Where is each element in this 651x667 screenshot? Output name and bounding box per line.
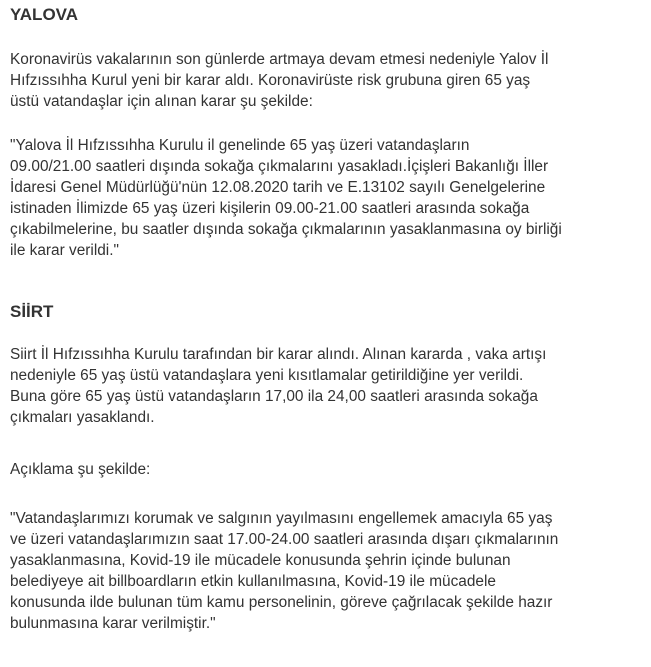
text-line: ve üzeri vatandaşlarımızın saat 17.00-24.00 saatleri arasında dışarı çıkmalarının	[10, 531, 559, 548]
text-line: 09.00/21.00 saatleri dışında sokağa çıkmalarını yasakladı.İçişleri Bakanlığı İller	[10, 158, 549, 175]
text-line: bulunmasına karar verilmiştir."	[10, 615, 216, 632]
paragraph-yalova-intro	[10, 49, 642, 112]
section-heading-siirt: SİİRT	[10, 302, 54, 321]
text-line: "Yalova İl Hıfzıssıhha Kurulu il genelinde 65 yaş üzeri vatandaşların	[10, 137, 470, 154]
text-line: Hıfzıssıhha Kurul yeni bir karar aldı. Koronavirüste risk grubuna giren 65 yaş	[10, 72, 531, 89]
section-heading-yalova: YALOVA	[10, 5, 79, 24]
text-line: üstü vatandaşlar için alınan karar şu şekilde:	[10, 93, 313, 110]
text-line: Buna göre 65 yaş üstü vatandaşların 17,00 ila 24,00 saatleri arasında sokağa	[10, 388, 538, 405]
text-line: konusunda ilde bulunan tüm kamu personelinin, göreve çağrılacak şekilde hazır	[10, 594, 553, 611]
text-line: Açıklama şu şekilde:	[10, 461, 151, 478]
text-line: İdaresi Genel Müdürlüğü'nün 12.08.2020 tarih ve E.13102 sayılı Genelgelerine	[10, 179, 546, 196]
text-line: nedeniyle 65 yaş üstü vatandaşlara yeni kısıtlamalar getirildiğine yer verildi.	[10, 367, 524, 384]
paragraph-siirt-quote	[10, 508, 642, 634]
text-line: Siirt İl Hıfzıssıhha Kurulu tarafından bir karar alındı. Alınan kararda , vaka artışı	[10, 346, 547, 363]
text-line: yasaklanmasına, Kovid-19 ile mücadele konusunda şehrin içinde bulunan	[10, 552, 511, 569]
paragraph-yalova-quote	[10, 135, 642, 261]
text-line: Koronavirüs vakalarının son günlerde artmaya devam etmesi nedeniyle Yalov İl	[10, 51, 549, 68]
text-line: çıkmaları yasaklandı.	[10, 409, 155, 426]
text-line: istinaden İlimizde 65 yaş üzeri kişilerin 09.00-21.00 saatleri arasında sokağa	[10, 200, 530, 217]
text-line: "Vatandaşlarımızı korumak ve salgının yayılmasını engellemek amacıyla 65 yaş	[10, 510, 553, 527]
text-line: çıkabilmelerine, bu saatler dışında sokağa çıkmalarının yasaklanmasına oy birliği	[10, 221, 562, 238]
paragraph-siirt-statement-label	[10, 459, 642, 480]
text-line: belediyeye ait billboardların etkin kullanılmasına, Kovid-19 ile mücadele	[10, 573, 496, 590]
text-line: ile karar verildi."	[10, 242, 119, 259]
paragraph-siirt-intro	[10, 344, 642, 428]
